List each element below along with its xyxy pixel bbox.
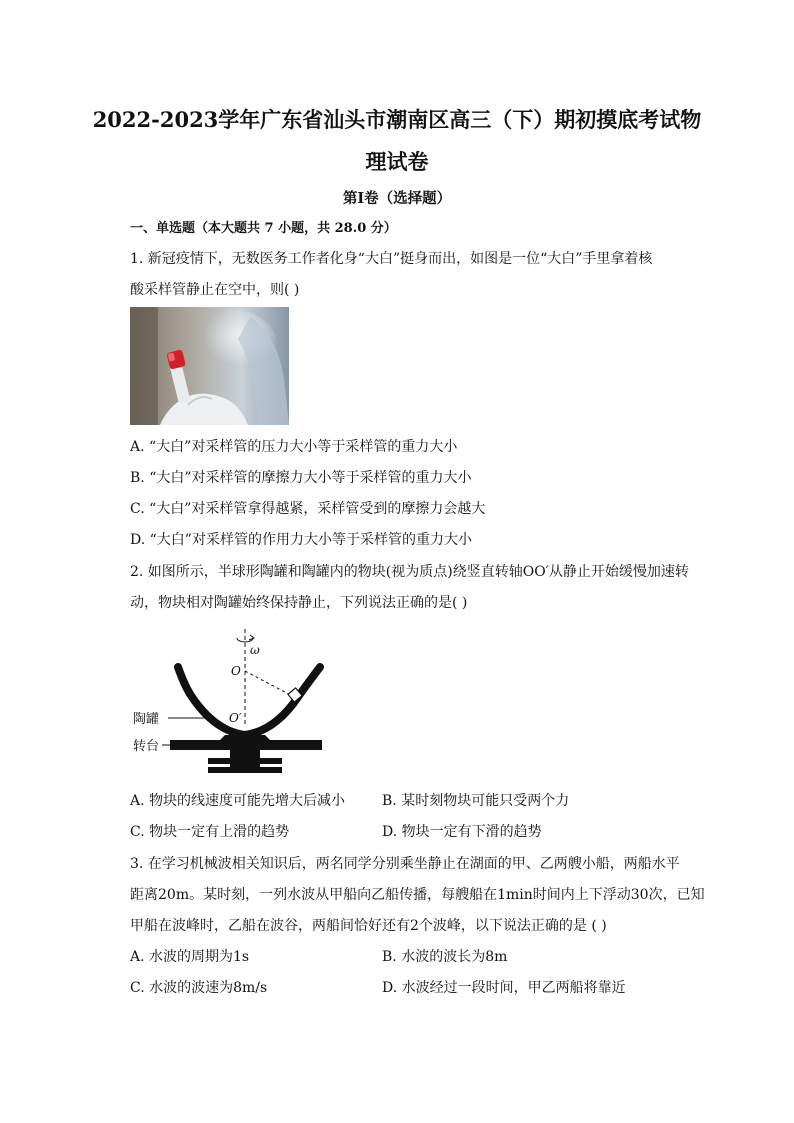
- page-title-line-1: 2022-2023学年广东省汕头市潮南区高三（下）期初摸底考试物: [92, 107, 702, 132]
- q2-option-a: A. 物块的线速度可能先增大后减小: [130, 793, 346, 809]
- q2-diagram-pot-on-turntable: [130, 627, 330, 779]
- q3-stem-line-1: 3. 在学习机械波相关知识后，两名同学分别乘坐静止在湖面的甲、乙两艘小船，两船水平: [130, 856, 680, 872]
- q1-stem-line-2: 酸采样管静止在空中，则( ): [130, 282, 300, 298]
- q1-option-c: C. “大白”对采样管拿得越紧，采样管受到的摩擦力会越大: [130, 501, 486, 517]
- turntable-label: 转台: [133, 739, 160, 754]
- q1-stem-line-1: 1. 新冠疫情下，无数医务工作者化身“大白”挺身而出，如图是一位“大白”手里拿着核: [130, 251, 653, 267]
- q1-option-a: A. “大白”对采样管的压力大小等于采样管的重力大小: [130, 439, 458, 455]
- q3-stem-line-3: 甲船在波峰时，乙船在波谷，两船间恰好还有2个波峰，以下说法正确的是 ( ): [130, 918, 607, 934]
- section-heading: 一、单选题（本大题共 7 小题，共 28.0 分）: [130, 221, 397, 236]
- q3-option-d: D. 水波经过一段时间，甲乙两船将靠近: [382, 980, 626, 996]
- page-title-line-2: 理试卷: [365, 149, 429, 174]
- o-label: O: [231, 664, 241, 678]
- q2-option-c: C. 物块一定有上滑的趋势: [130, 824, 290, 840]
- q1-option-b: B. “大白”对采样管的摩擦力大小等于采样管的重力大小: [130, 470, 472, 486]
- q1-option-d: D. “大白”对采样管的作用力大小等于采样管的重力大小: [130, 532, 472, 548]
- q2-stem-line-1: 2. 如图所示，半球形陶罐和陶罐内的物块(视为质点)绕竖直转轴OO′从静止开始缓慢加速转: [130, 564, 689, 580]
- q2-stem-line-2: 动，物块相对陶罐始终保持静止，下列说法正确的是( ): [130, 595, 468, 611]
- q2-option-d: D. 物块一定有下滑的趋势: [382, 824, 542, 840]
- o-prime-label: O′: [229, 711, 242, 725]
- pot-label: 陶罐: [133, 712, 160, 727]
- volume-subtitle: 第I卷（选择题）: [342, 190, 452, 207]
- q3-option-a: A. 水波的周期为1s: [130, 949, 250, 965]
- q3-option-b: B. 水波的波长为8m: [382, 949, 508, 965]
- q1-photo-swab-tube: [130, 307, 289, 425]
- q2-option-b: B. 某时刻物块可能只受两个力: [382, 793, 570, 809]
- omega-label: ω: [250, 643, 260, 657]
- q3-stem-line-2: 距离20m。某时刻，一列水波从甲船向乙船传播，每艘船在1min时间内上下浮动30次，已知: [130, 887, 705, 903]
- q3-option-c: C. 水波的波速为8m/s: [130, 980, 268, 996]
